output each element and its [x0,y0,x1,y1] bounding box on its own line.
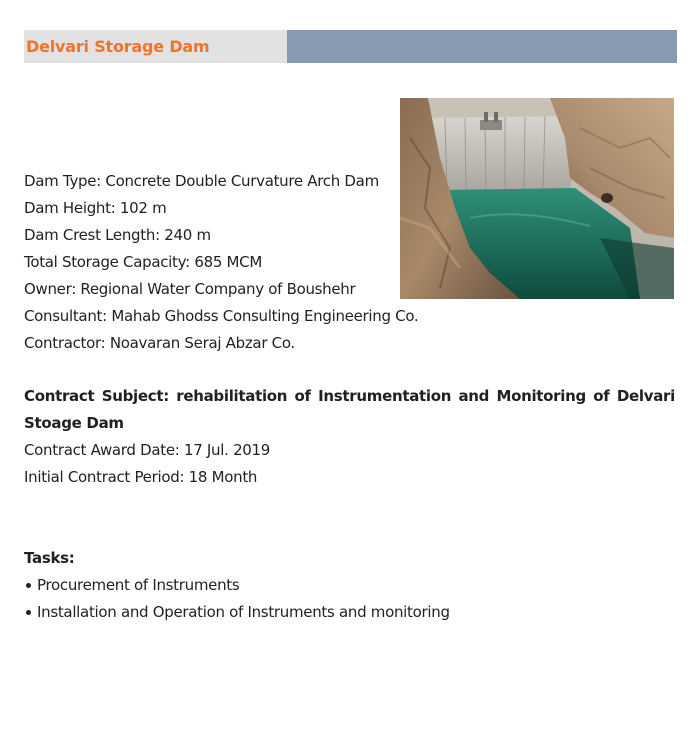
title-band-right [287,30,677,63]
dam-details [24,168,418,357]
detail-dam-type: Dam Type: Concrete Double Curvature Arch Dam [24,172,379,190]
task-item [24,599,450,626]
detail-crest-length: Dam Crest Length: 240 m [24,226,211,244]
contract-section [24,383,675,491]
title-band-left [24,30,287,63]
task-item-label: Installation and Operation of Instruments and monitoring [37,603,450,621]
detail-storage-capacity: Total Storage Capacity: 685 MCM [24,253,262,271]
task-item-label: Procurement of Instruments [37,576,240,594]
detail-dam-height: Dam Height: 102 m [24,199,167,217]
tasks-section [24,545,450,626]
bullet-icon [26,610,31,615]
tasks-heading: Tasks: [24,549,75,567]
contract-award-date: Contract Award Date: 17 Jul. 2019 [24,441,271,459]
title-bar [24,30,677,63]
detail-consultant: Consultant: Mahab Ghodss Consulting Engineering Co. [24,307,419,325]
task-item [24,572,450,599]
detail-owner: Owner: Regional Water Company of Boushehr [24,280,356,298]
detail-contractor: Contractor: Noavaran Seraj Abzar Co. [24,334,295,352]
dam-photo [400,98,674,299]
contract-period: Initial Contract Period: 18 Month [24,468,258,486]
contract-subject: Contract Subject: rehabilitation of Instrumentation and Monitoring of Delvari Stoage Dam [24,387,675,432]
bullet-icon [26,583,31,588]
page-title: Delvari Storage Dam [26,37,210,56]
